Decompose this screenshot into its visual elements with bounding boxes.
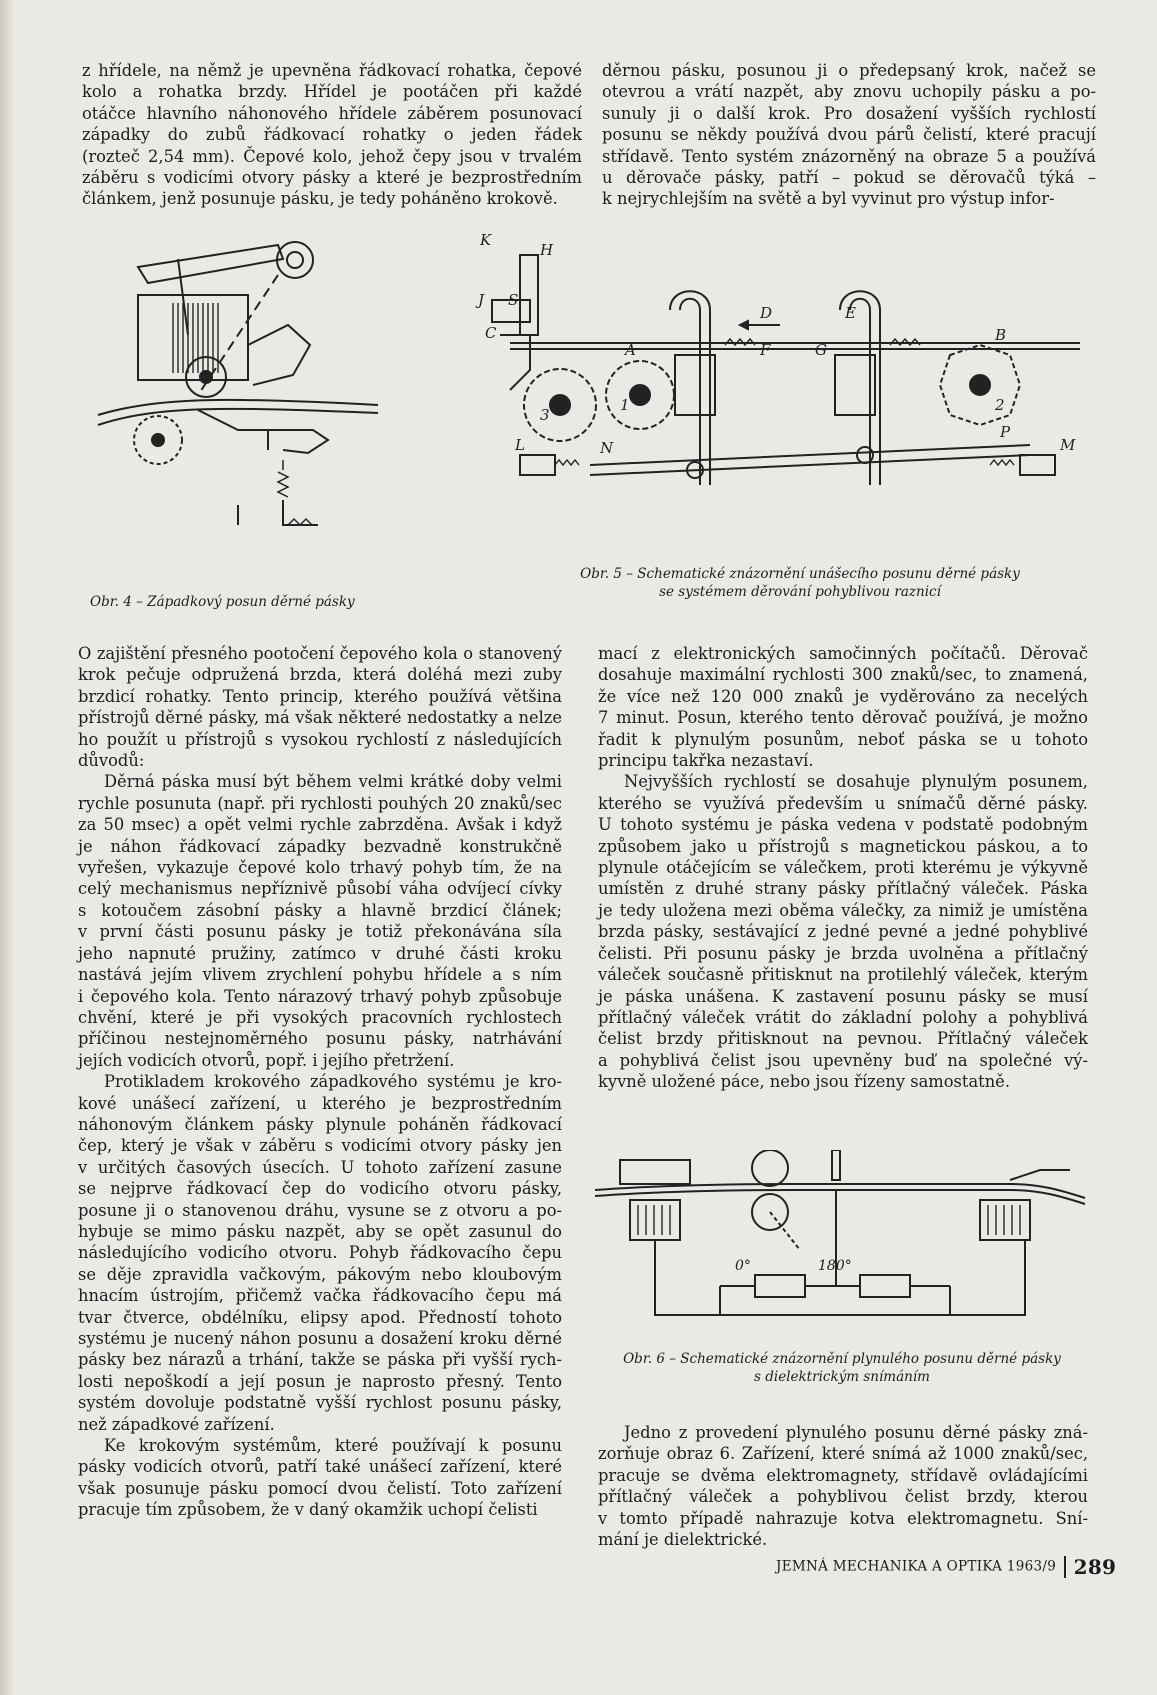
- text-line: je tedy uložena mezi oběma válečky, za nimiž je umístěna: [598, 900, 1088, 920]
- text-column-right: [598, 643, 1088, 1093]
- text-line: celý mechanismus nepříznivě působí váha odvíjecí cívky: [78, 879, 562, 899]
- text-line: váleček současně přitisknut na protilehlý váleček, kterým: [598, 965, 1088, 985]
- text-line: důvodů:: [78, 751, 145, 771]
- text-line: jejích vodicích otvorů, popř. i jejího přetržení.: [78, 1050, 455, 1070]
- text-line: otevrou a vrátí nazpět, aby znovu uchopily pásku a po-: [602, 82, 1096, 102]
- figure-6-continuous-feed: [590, 1150, 1090, 1325]
- figure-5-punch-mechanism: [470, 225, 1085, 545]
- fig5-label-g: G: [815, 341, 827, 359]
- paragraph: [78, 1435, 562, 1521]
- text-line: kolo a rohatka brzdy. Hřídel je pootáčen při každé: [82, 82, 582, 102]
- text-line: brzdicí rohatky. Tento princip, kterého používá většina: [78, 686, 562, 706]
- text-line: otáčce hlavního náhonového hřídele záběrem posunovací: [82, 103, 582, 123]
- text-line: čep, který je však v záběru s vodicími otvory pásky jen: [78, 1136, 562, 1156]
- text-line: kterého se využívá především u snímačů děrné pásky.: [598, 793, 1088, 813]
- text-line: a pohyblivá čelist jsou upevněny buď na společné vý-: [598, 1050, 1088, 1070]
- text-line: U tohoto systému je páska vedena v podstatě podobným: [598, 815, 1088, 835]
- text-column-right-bottom: [598, 1422, 1088, 1550]
- text-line: umístěn z druhé strany pásky přítlačný váleček. Páska: [598, 879, 1088, 899]
- text-line: je náhon řádkovací západky bezvadně konstrukčně: [78, 836, 562, 856]
- fig5-label-m: M: [1060, 436, 1076, 454]
- text-line: Ke krokovým systémům, které používají k posunu: [104, 1436, 562, 1456]
- text-line: však posunuje pásku pomocí dvou čelistí. Toto zařízení: [78, 1478, 562, 1498]
- fig5-label-p: P: [1000, 423, 1011, 441]
- paragraph: [598, 1422, 1088, 1550]
- text-line: západky do zubů řádkovací rohatky o jeden řádek: [82, 125, 582, 145]
- text-line: čelisti. Při posunu pásky je brzda uvolněna a přítlačný: [598, 943, 1088, 963]
- text-line: chvění, které je při vysokých pracovních rychlostech: [78, 1007, 562, 1027]
- text-line: Nejvyšších rychlostí se dosahuje plynulým posunem,: [624, 772, 1088, 792]
- text-line: pracuje tím způsobem, že v daný okamžik uchopí čelisti: [78, 1500, 538, 1520]
- fig5-label-e: E: [845, 304, 856, 322]
- text-line: náhonovým článkem pásky plynule poháněn řádkovací: [78, 1114, 562, 1134]
- text-line: kové unášecí zařízení, u kterého je bezprostředním: [78, 1093, 562, 1113]
- text-line: Protikladem krokového západkového systému je kro-: [104, 1072, 562, 1092]
- text-line: čelist brzdy přitisknout na pevnou. Přítlačný váleček: [598, 1029, 1088, 1049]
- text-line: dosahuje maximální rychlosti 300 znaků/sec, to znamená,: [598, 665, 1088, 685]
- fig5-label-s: S: [508, 291, 519, 309]
- figure-4-ratchet-drive: [78, 225, 538, 585]
- text-line: hnacím ústrojím, přičemž vačka řádkovacího čepu má: [78, 1286, 562, 1306]
- fig5-label-j: J: [478, 291, 485, 309]
- text-line: v tomto případě nahrazuje kotva elektromagnetu. Sní-: [598, 1508, 1088, 1528]
- figure-5-drawing: [470, 225, 1085, 545]
- text-line: 7 minut. Posun, kterého tento děrovač používá, je možno: [598, 708, 1088, 728]
- fig5-label-h: H: [540, 241, 554, 259]
- text-line: přístrojů děrné pásky, má však některé nedostatky a nelze: [78, 708, 562, 728]
- text-column-top-left: [82, 60, 582, 210]
- figure-5-caption-line-1: Obr. 5 – Schematické znázornění unášecího posunu děrné pásky: [580, 566, 1020, 582]
- text-column-left: [78, 643, 562, 1521]
- figure-6-drawing: [590, 1150, 1090, 1325]
- text-line: hybuje se mimo pásku nazpět, aby se opět zasunul do: [78, 1221, 562, 1241]
- text-line: příčinou nestejnoměrného posunu pásky, natrhávání: [78, 1029, 562, 1049]
- text-line: než západkové zařízení.: [78, 1414, 275, 1434]
- text-line: děrnou pásku, posunou ji o předepsaný krok, načež se: [602, 61, 1096, 80]
- fig5-label-3: 3: [540, 406, 550, 424]
- text-line: střídavě. Tento systém znázorněný na obraze 5 a používá: [602, 146, 1096, 166]
- fig6-label-180deg: 180°: [818, 1258, 852, 1274]
- figure-4-caption: Obr. 4 – Západkový posun děrné pásky: [90, 594, 355, 610]
- text-line: posune ji o stanovenou dráhu, vysune se z otvoru a po-: [78, 1200, 562, 1220]
- text-line: (rozteč 2,54 mm). Čepové kolo, jehož čepy jsou v trvalém: [82, 146, 582, 166]
- text-line: v určitých časových úsecích. U tohoto zařízení zasune: [78, 1157, 562, 1177]
- text-line: principu takřka nezastaví.: [598, 751, 814, 771]
- text-line: mací z elektronických samočinných počítačů. Děrovač: [598, 644, 1088, 663]
- text-line: přítlačný váleček a pohyblivou čelist brzdy, kterou: [598, 1487, 1088, 1507]
- figure-5-caption-line-2: se systémem děrování pohyblivou raznicí: [659, 584, 941, 600]
- fig5-label-f: F: [760, 341, 771, 359]
- fig5-label-1: 1: [620, 396, 630, 414]
- text-line: řadit k plynulým posunům, neboť páska se u tohoto: [598, 729, 1088, 749]
- text-line: jeho napnuté pružiny, zatímco v druhé části kroku: [78, 943, 562, 963]
- paragraph: [598, 643, 1088, 771]
- paragraph: [78, 643, 562, 771]
- page-footer: [776, 1555, 1116, 1579]
- text-line: záběru s vodicími otvory pásky a které je bezprostředním: [82, 168, 582, 188]
- fig5-label-a: A: [625, 341, 636, 359]
- text-line: i čepového kola. Tento nárazový trhavý pohyb způsobuje: [78, 986, 562, 1006]
- text-line: pracuje se dvěma elektromagnety, střídavě ovládajícími: [598, 1465, 1088, 1485]
- text-line: pásky vodicích otvorů, patří také unášecí zařízení, které: [78, 1457, 562, 1477]
- paragraph: [78, 771, 562, 1071]
- fig5-label-c: C: [485, 324, 497, 342]
- fig5-label-n: N: [600, 439, 614, 457]
- text-line: pásky bez nárazů a trhání, takže se páska při vyšší rych-: [78, 1350, 562, 1370]
- journal-name: JEMNÁ MECHANIKA A OPTIKA 1963/9: [776, 1558, 1057, 1575]
- footer-separator: [1064, 1556, 1066, 1578]
- figure-6-caption: [592, 1350, 1092, 1386]
- figure-5-caption: [520, 565, 1080, 601]
- paragraph: [602, 60, 1096, 210]
- text-line: v první části posunu pásky je totiž překonávána síla: [78, 922, 562, 942]
- text-line: vyřešen, vykazuje čepové kolo trhavý pohyb tím, že na: [78, 858, 562, 878]
- figure-6-caption-line-1: Obr. 6 – Schematické znázornění plynulého posunu děrné pásky: [623, 1351, 1061, 1367]
- text-line: za 50 msec) a opět velmi rychle zabrzděna. Avšak i když: [78, 815, 562, 835]
- text-line: plynule otáčejícím se válečkem, proti kterému je výkyvně: [598, 858, 1088, 878]
- fig5-label-2: 2: [995, 396, 1005, 414]
- text-line: sunuly ji o další krok. Pro dosažení vyšších rychlostí: [602, 103, 1096, 123]
- text-line: ho použít u přístrojů s vysokou rychlostí z následujících: [78, 729, 562, 749]
- paragraph: [78, 1071, 562, 1435]
- text-line: z hřídele, na němž je upevněna řádkovací rohatka, čepové: [82, 61, 582, 80]
- text-line: se děje zpravidla vačkovým, pákovým nebo kloubovým: [78, 1264, 562, 1284]
- text-line: rychle posunuta (např. při rychlosti pouhých 20 znaků/sec: [78, 793, 562, 813]
- text-line: přítlačný váleček vrátit do základní polohy a pohyblivá: [598, 1007, 1088, 1027]
- text-line: že více než 120 000 znaků je vyděrováno za necelých: [598, 686, 1088, 706]
- text-line: způsobem jako u přístrojů s magnetickou páskou, a to: [598, 836, 1088, 856]
- text-line: se nejprve řádkovací čep do vodicího otvoru pásky,: [78, 1179, 562, 1199]
- text-line: kyvně uložené páce, nebo jsou řízeny samostatně.: [598, 1072, 1010, 1092]
- text-line: Jedno z provedení plynulého posunu děrné pásky zná-: [624, 1423, 1088, 1442]
- paragraph: [82, 60, 582, 210]
- fig6-label-0deg: 0°: [735, 1258, 751, 1274]
- text-line: mání je dielektrické.: [598, 1530, 768, 1550]
- text-line: O zajištění přesného pootočení čepového kola o stanovený: [78, 644, 562, 663]
- text-line: článkem, jenž posunuje pásku, je tedy poháněno krokově.: [82, 189, 558, 209]
- text-line: je páska unášena. K zastavení posunu pásky se musí: [598, 986, 1088, 1006]
- fig5-label-l: L: [515, 436, 525, 454]
- text-line: posunu se někdy používá dvou párů čelistí, které pracují: [602, 125, 1096, 145]
- fig5-label-d: D: [760, 304, 773, 322]
- text-line: nastává jejím vlivem zrychlení pohybu hřídele a s ním: [78, 965, 562, 985]
- text-line: s kotoučem zásobní pásky a hlavně brzdicí článek;: [78, 900, 562, 920]
- text-line: losti nepoškodí a její posun je naprosto přesný. Tento: [78, 1371, 562, 1391]
- page-edge-shadow: [0, 0, 14, 1695]
- text-line: brzda pásky, sestávající z jedné pevné a jedné pohyblivé: [598, 922, 1088, 942]
- fig5-label-k: K: [480, 231, 492, 249]
- figure-6-caption-line-2: s dielektrickým snímáním: [754, 1369, 930, 1385]
- text-line: systému je nucený náhon posunu a dosažení kroku děrné: [78, 1329, 562, 1348]
- fig5-label-b: B: [995, 326, 1007, 344]
- text-line: k nejrychlejším na světě a byl vyvinut pro výstup infor-: [602, 189, 1055, 209]
- page-number: 289: [1073, 1555, 1117, 1579]
- text-column-top-right: [602, 60, 1096, 210]
- text-line: u děrovače pásky, patří – pokud se děrovačů týká –: [602, 168, 1096, 188]
- text-line: krok pečuje odpružená brzda, která doléhá mezi zuby: [78, 665, 562, 685]
- text-line: Děrná páska musí být během velmi krátké doby velmi: [104, 772, 562, 792]
- text-line: následujícího vodicího otvoru. Pohyb řádkovacího čepu: [78, 1243, 562, 1263]
- text-line: systém dovoluje podstatně vyšší rychlost posunu pásky,: [78, 1393, 562, 1413]
- paragraph: [598, 771, 1088, 1092]
- text-line: tvar čtverce, obdélníku, elipsy apod. Předností tohoto: [78, 1307, 562, 1327]
- text-line: zorňuje obraz 6. Zařízení, které snímá až 1000 znaků/sec,: [598, 1444, 1088, 1464]
- figure-4-drawing: [78, 225, 538, 585]
